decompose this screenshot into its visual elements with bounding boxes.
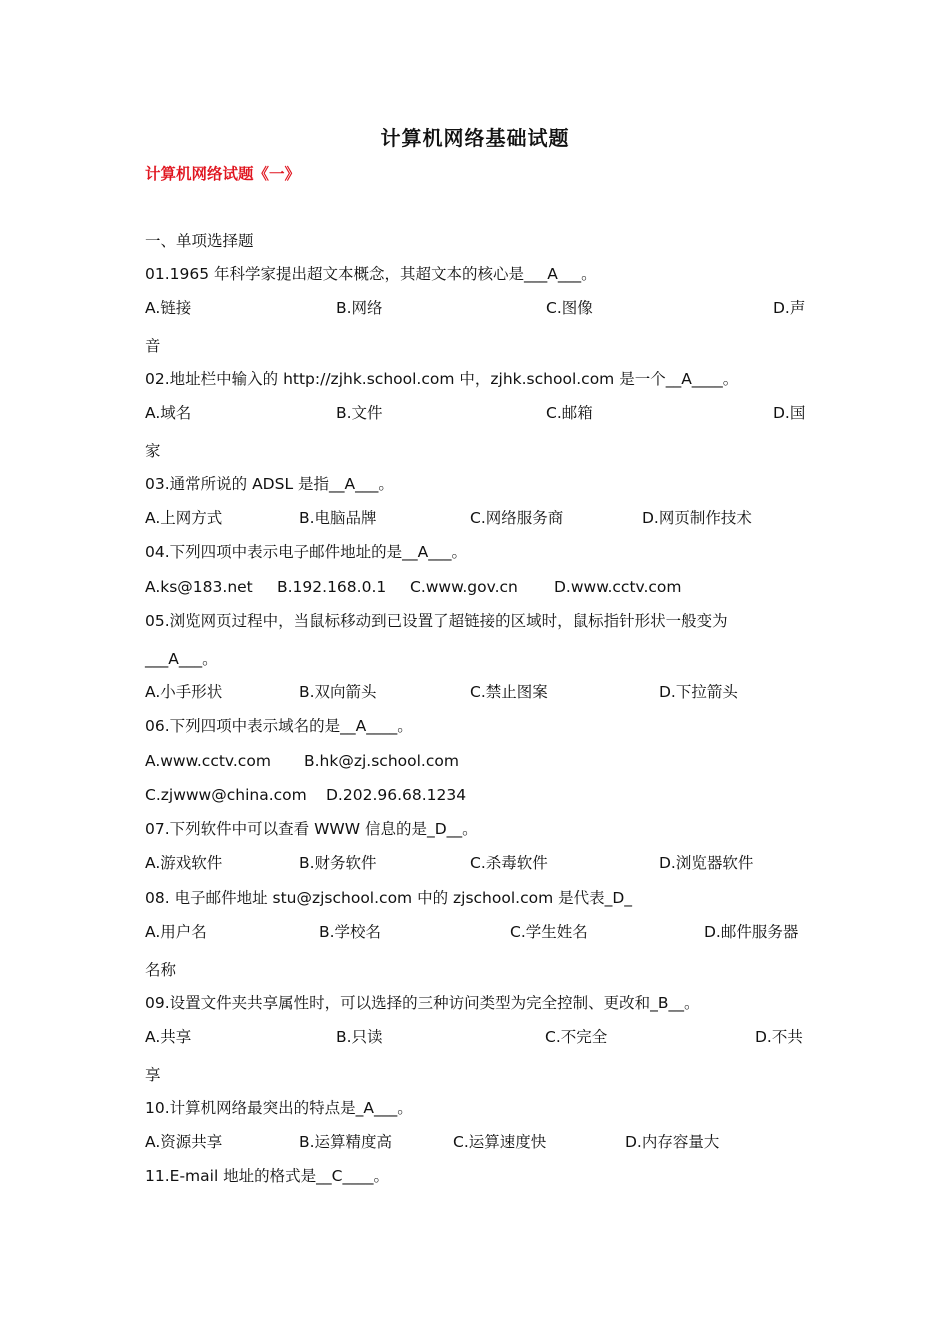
option-wrap-text: 家 [145,442,161,460]
question-stem: 07.下列软件中可以查看 WWW 信息的是_D__。 [145,820,478,838]
option: D.下拉箭头 [659,683,738,701]
option: A.www.cctv.com [145,752,271,770]
option: B.财务软件 [299,854,377,872]
question-stem: 02.地址栏中输入的 http://zjhk.school.com 中，zjhk.school.com 是一个__A____。 [145,370,739,388]
option-wrap-text: 名称 [145,961,177,979]
option: B.运算精度高 [299,1133,393,1151]
option: B.只读 [336,1028,383,1046]
option: B.192.168.0.1 [277,578,387,596]
option: C.图像 [546,299,593,317]
option: D.浏览器软件 [659,854,754,872]
option: A.资源共享 [145,1133,223,1151]
option: A.上网方式 [145,509,223,527]
option: C.禁止图案 [470,683,548,701]
option: C.运算速度快 [453,1133,547,1151]
question-stem: 08. 电子邮件地址 stu@zjschool.com 中的 zjschool.com 是代表_D_ [145,889,633,907]
question-stem-continued: ___A___。 [145,650,218,668]
option: D.邮件服务器 [704,923,799,941]
option: D.国 [773,404,806,422]
document-subtitle: 计算机网络试题《一》 [145,165,301,183]
option-wrap-text: 音 [145,337,161,355]
question-stem: 06.下列四项中表示域名的是__A____。 [145,717,413,735]
option: D.不共 [755,1028,803,1046]
question-stem: 01.1965 年科学家提出超文本概念，其超文本的核心是___A___。 [145,265,597,283]
question-stem: 09.设置文件夹共享属性时，可以选择的三种访问类型为完全控制、更改和_B__。 [145,994,700,1012]
option: A.链接 [145,299,192,317]
option-wrap-text: 享 [145,1066,161,1084]
option: C.网络服务商 [470,509,564,527]
option: A.游戏软件 [145,854,223,872]
option: B.双向箭头 [299,683,377,701]
option: B.电脑品牌 [299,509,377,527]
option: D.www.cctv.com [554,578,682,596]
document-title: 计算机网络基础试题 [380,126,570,150]
option: D.内存容量大 [625,1133,720,1151]
question-stem: 03.通常所说的 ADSL 是指__A___。 [145,475,394,493]
section-heading: 一、单项选择题 [145,232,254,250]
option: C.杀毒软件 [470,854,548,872]
question-stem: 11.E-mail 地址的格式是__C____。 [145,1167,389,1185]
option: A.ks@183.net [145,578,253,596]
question-stem: 10.计算机网络最突出的特点是_A___。 [145,1099,413,1117]
option: A.小手形状 [145,683,223,701]
option: C.www.gov.cn [410,578,518,596]
option: B.hk@zj.school.com [304,752,459,770]
option: A.域名 [145,404,192,422]
option: C.学生姓名 [510,923,588,941]
option: A.共享 [145,1028,192,1046]
option: B.文件 [336,404,383,422]
question-stem: 04.下列四项中表示电子邮件地址的是__A___。 [145,543,468,561]
option: C.zjwww@china.com [145,786,307,804]
option: B.学校名 [319,923,382,941]
question-stem: 05.浏览网页过程中，当鼠标移动到已设置了超链接的区域时，鼠标指针形状一般变为 [145,612,728,630]
option: B.网络 [336,299,383,317]
option: D.网页制作技术 [642,509,752,527]
option: C.不完全 [545,1028,608,1046]
option: A.用户名 [145,923,207,941]
option: C.邮箱 [546,404,593,422]
option: D.202.96.68.1234 [326,786,467,804]
option: D.声 [773,299,806,317]
